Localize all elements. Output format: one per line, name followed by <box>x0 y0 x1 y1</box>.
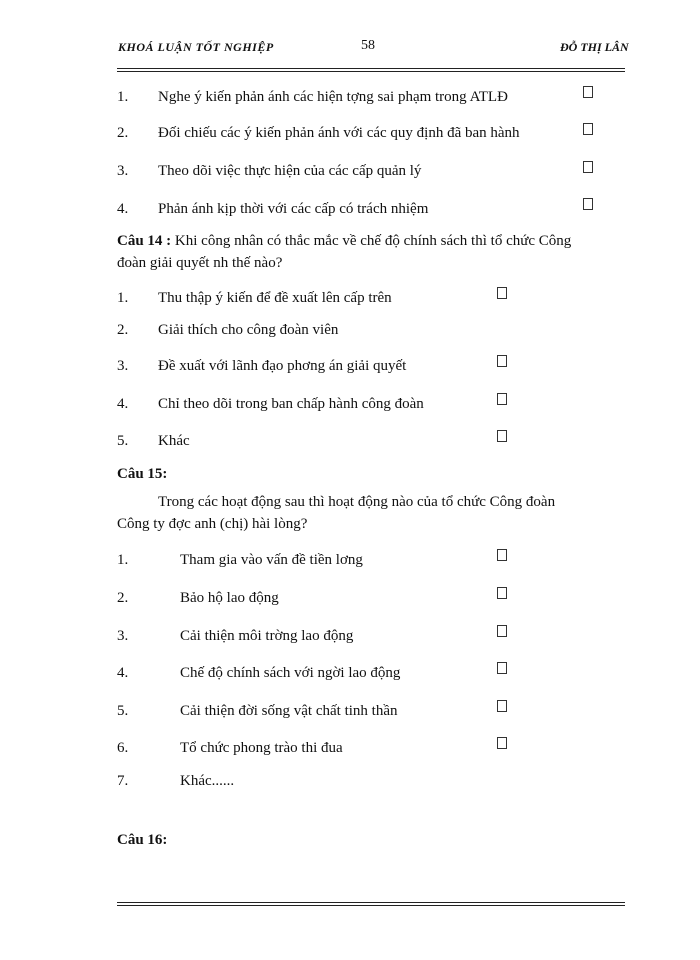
page-number: 58 <box>361 38 375 53</box>
footer-rule-top <box>117 902 625 903</box>
checkbox[interactable] <box>497 737 507 749</box>
question-15-label <box>117 466 167 483</box>
list-item-number: 2. <box>117 125 129 141</box>
header-rule-top <box>117 68 625 69</box>
list-item-number: 5. <box>117 703 129 719</box>
header-left-title: KHOÁ LUẬN TỐT NGHIỆP <box>118 40 274 54</box>
list-item-text: Nghe ý kiến phản ánh các hiện tợng sai phạm trong ATLĐ <box>158 89 508 105</box>
list-item-text: Cải thiện môi trờng lao động <box>180 628 354 644</box>
list-item-text: Tổ chức phong trào thi đua <box>180 740 343 756</box>
list-item-number: 4. <box>117 201 129 217</box>
checkbox[interactable] <box>497 625 507 637</box>
checkbox[interactable] <box>583 198 593 210</box>
question-15-line2: Công ty đợc anh (chị) hài lòng? <box>117 516 308 532</box>
list-item-text: Đối chiếu các ý kiến phản ánh với các quy định đã ban hành <box>158 125 520 141</box>
checkbox[interactable] <box>497 587 507 599</box>
list-item-number: 7. <box>117 773 129 789</box>
list-item-text: Thu thập ý kiến để đề xuất lên cấp trên <box>158 290 392 306</box>
list-item-number: 5. <box>117 433 129 449</box>
list-item-number: 3. <box>117 358 129 374</box>
list-item-number: 1. <box>117 290 129 306</box>
list-item-text: Khác <box>158 433 190 449</box>
header-author: ĐỖ THỊ LÂN <box>560 40 629 54</box>
question-15-line1: Trong các hoạt động sau thì hoạt động nào của tổ chức Công đoàn <box>158 494 556 510</box>
list-item-number: 2. <box>117 322 129 338</box>
checkbox[interactable] <box>497 355 507 367</box>
checkbox[interactable] <box>497 549 507 561</box>
list-item-number: 4. <box>117 665 129 681</box>
question-14-label: Câu 14 : <box>117 233 172 249</box>
list-item-text: Chỉ theo dõi trong ban chấp hành công đoàn <box>158 396 424 412</box>
list-item-number: 3. <box>117 163 129 179</box>
list-item-text: Chế độ chính sách với ngời lao động <box>180 665 401 681</box>
checkbox[interactable] <box>497 430 507 442</box>
checkbox[interactable] <box>497 662 507 674</box>
list-item-number: 2. <box>117 590 129 606</box>
list-item-text: Phản ánh kịp thời với các cấp có trách nhiệm <box>158 201 429 217</box>
question-16-label-text: Câu 16: <box>117 832 168 848</box>
question-16-label <box>117 832 167 849</box>
checkbox[interactable] <box>583 123 593 135</box>
checkbox[interactable] <box>497 287 507 299</box>
list-item-text: Đề xuất với lãnh đạo phơng án giải quyết <box>158 358 407 374</box>
list-item-number: 6. <box>117 740 129 756</box>
question-14-line1 <box>117 233 571 250</box>
list-item-text: Tham gia vào vấn đề tiền lơng <box>180 552 363 568</box>
list-item-number: 3. <box>117 628 129 644</box>
question-15-label-text: Câu 15: <box>117 466 168 482</box>
list-item-text: Khác...... <box>180 773 235 789</box>
header-rule-bottom <box>117 71 625 72</box>
question-14-line2: đoàn giải quyết nh thế nào? <box>117 255 283 271</box>
list-item-text: Cải thiện đời sống vật chất tinh thần <box>180 703 398 719</box>
list-item-number: 1. <box>117 89 129 105</box>
question-14-text: Khi công nhân có thắc mắc về chế độ chính sách thì tổ chức Công <box>171 233 572 249</box>
list-item-number: 4. <box>117 396 129 412</box>
checkbox[interactable] <box>497 700 507 712</box>
footer-rule-bottom <box>117 905 625 906</box>
list-item-text: Theo dõi việc thực hiện của các cấp quản lý <box>158 163 422 179</box>
checkbox[interactable] <box>497 393 507 405</box>
list-item-text: Giải thích cho công đoàn viên <box>158 322 339 338</box>
list-item-number: 1. <box>117 552 129 568</box>
checkbox[interactable] <box>583 86 593 98</box>
list-item-text: Bảo hộ lao động <box>180 590 279 606</box>
checkbox[interactable] <box>583 161 593 173</box>
